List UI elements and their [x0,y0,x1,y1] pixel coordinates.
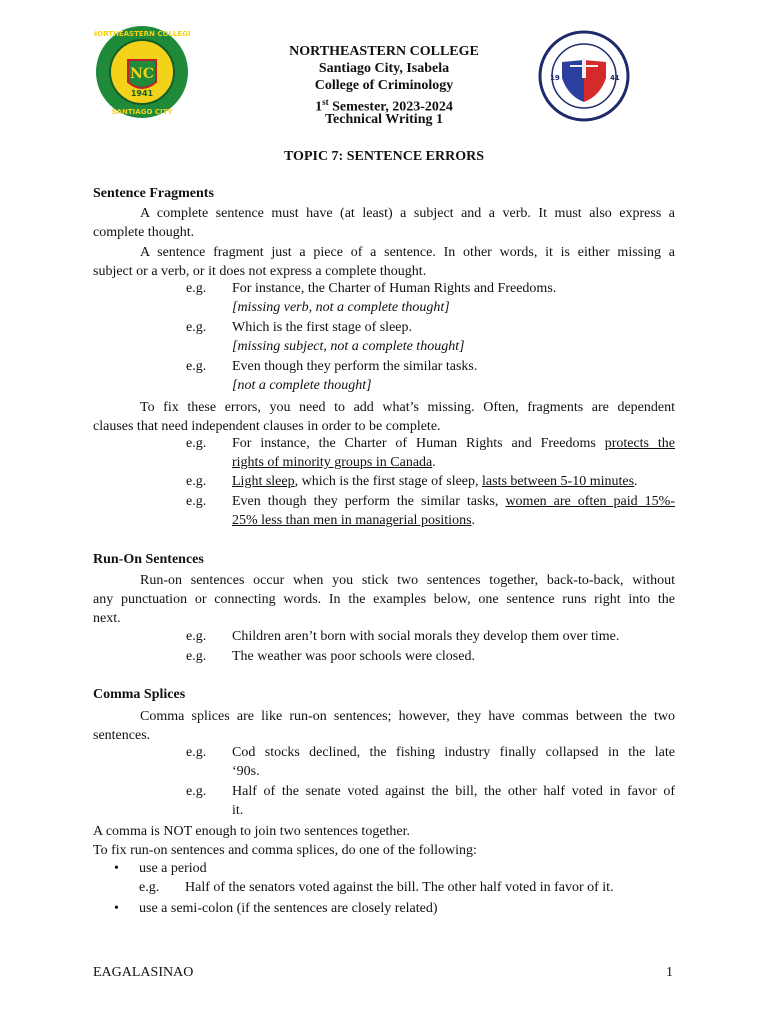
paragraph-line: any punctuation or connecting words. In the examples below, one sentence runs right into the [93,592,675,607]
seal-year-left: 19 [550,74,560,82]
course-title: Technical Writing 1 [325,112,443,127]
section-heading-runon: Run-On Sentences [93,552,204,567]
eg-label: e.g. [186,494,207,509]
bullet-icon: • [114,861,119,876]
section-heading-fragments: Sentence Fragments [93,186,214,201]
example-text: The weather was poor schools were closed. [232,649,475,664]
example-text [232,436,675,452]
eg-label: e.g. [186,745,207,760]
example-text [232,455,675,471]
underlined-fix: lasts between 5-10 minutes [482,474,635,489]
logo-bottom-text: SANTIAGO CITY [111,108,173,116]
underlined-fix: women are often paid 15%- [505,494,675,509]
semester-number: 1 [315,99,323,115]
college-dept: College of Criminology [314,78,454,93]
page-number: 1 [666,965,673,980]
paragraph-line: A comma is NOT enough to join two sentences together. [93,824,411,839]
example-part: . [432,455,436,470]
example-text: Children aren’t born with social morals they develop them over time. [232,629,620,644]
paragraph-line: sentences. [93,728,151,743]
eg-label: e.g. [186,629,207,644]
eg-label: e.g. [186,474,207,489]
example-text: it. [232,803,244,818]
logo-top-text: NORTHEASTERN COLLEGE [94,30,190,38]
example-part: , which is the first stage of sleep, [294,474,483,489]
example-text: Half of the senators voted against the bill. The other half voted in favor of it. [185,880,614,895]
example-note: [missing subject, not a complete thought] [232,339,465,354]
paragraph-line: Comma splices are like run-on sentences; however, they have commas between the two [140,709,675,724]
paragraph-line: Run-on sentences occur when you stick two sentences together, back-to-back, without [140,573,675,588]
example-note: [missing verb, not a complete thought] [232,300,450,315]
paragraph-line: A sentence fragment just a piece of a sentence. In other words, it is either missing a [140,245,675,260]
paragraph-line: To fix run-on sentences and comma splices, do one of the following: [93,843,477,858]
paragraph-line: next. [93,611,121,626]
example-text [232,474,675,490]
bullet-icon: • [114,901,119,916]
example-note: [not a complete thought] [232,378,372,393]
college-city: Santiago City, Isabela [318,61,450,76]
example-text [232,513,675,529]
seal-year-right: 41 [610,74,620,82]
underlined-fix: rights of minority groups in Canada [232,455,433,470]
example-text: Cod stocks declined, the fishing industry finally collapsed in the late [232,745,675,760]
underlined-fix: protects the [604,436,675,451]
semester-text: Semester, 2023-2024 [328,99,453,115]
example-text: Half of the senate voted against the bill, the other half voted in favor of [232,784,675,799]
eg-label: e.g. [186,784,207,799]
eg-label: e.g. [139,880,160,895]
example-text: Which is the first stage of sleep. [232,320,413,335]
topic-title: TOPIC 7: SENTENCE ERRORS [283,149,485,164]
example-part: Even though they perform the similar tasks, [232,494,506,509]
example-text: Even though they perform the similar tasks. [232,359,478,374]
footer-author: EAGALASINAO [93,965,194,980]
example-part: . [634,474,638,489]
eg-label: e.g. [186,359,207,374]
paragraph-line: clauses that need independent clauses in order to be complete. [93,419,441,434]
logo-year: 1941 [130,89,154,98]
bullet-item: use a semi-colon (if the sentences are closely related) [139,901,438,916]
example-text [232,494,675,510]
paragraph-line: To fix these errors, you need to add what’s missing. Often, fragments are dependent [140,400,675,415]
underlined-fix: 25% less than men in managerial positions [232,513,472,528]
underlined-fix: Light sleep [232,474,295,489]
semester-suffix: st [322,97,329,107]
example-part: For instance, the Charter of Human Rights and Freedoms [232,436,605,451]
paragraph-line: complete thought. [93,225,195,240]
paragraph-line: A complete sentence must have (at least) a subject and a verb. It must also express a [140,206,675,221]
example-part: . [471,513,476,528]
eg-label: e.g. [186,320,207,335]
bullet-item: use a period [139,861,207,876]
example-text: ‘90s. [232,764,260,779]
eg-label: e.g. [186,436,207,451]
eg-label: e.g. [186,281,207,296]
logo-initials: NC [130,66,154,82]
college-name: NORTHEASTERN COLLEGE [289,44,479,59]
paragraph-line: subject or a verb, or it does not express a complete thought. [93,264,427,279]
eg-label: e.g. [186,649,207,664]
example-text: For instance, the Charter of Human Rights and Freedoms. [232,281,557,296]
section-heading-comma: Comma Splices [93,687,186,702]
